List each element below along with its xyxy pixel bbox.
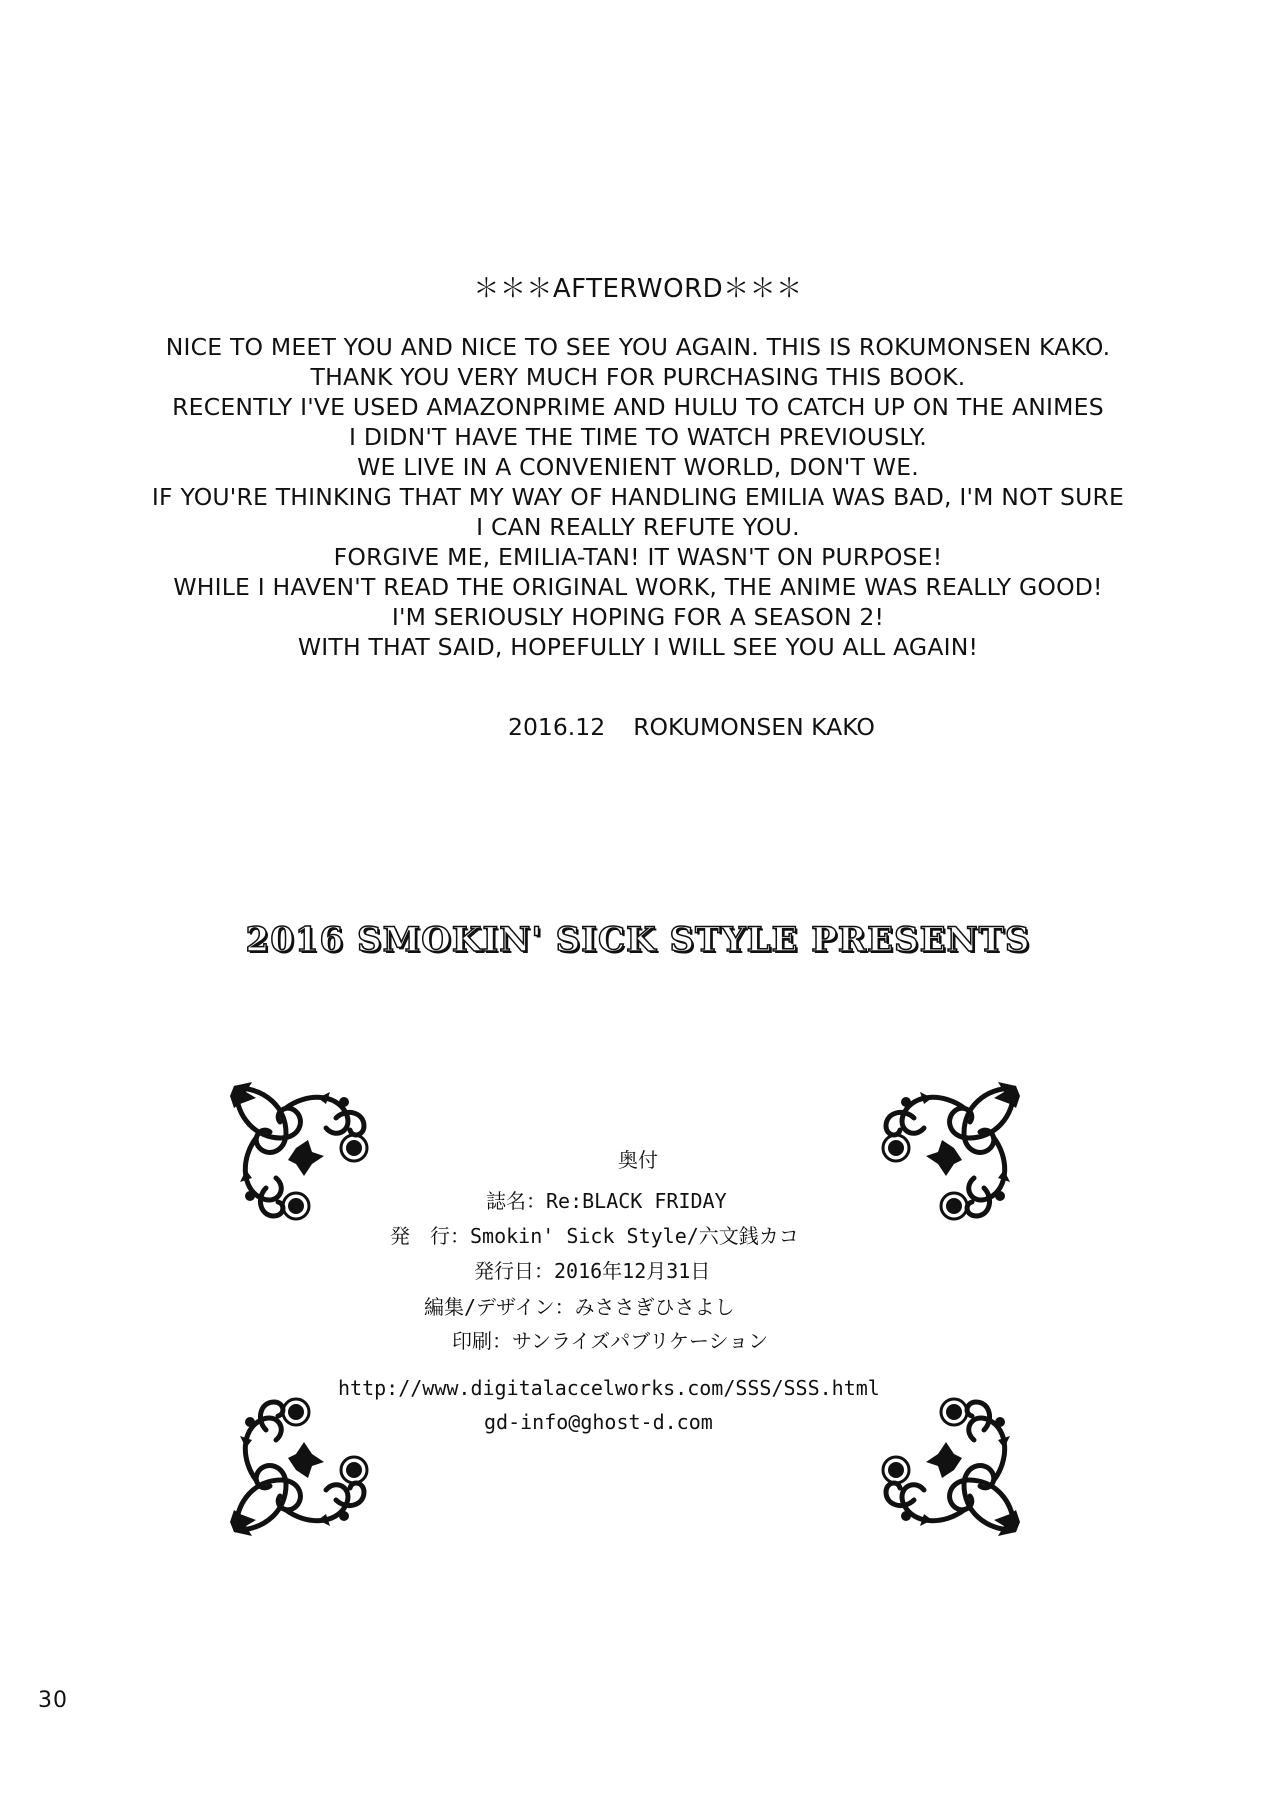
afterword-line: WITH THAT SAID, HOPEFULLY I WILL SEE YOU ALL AGAIN! <box>297 633 979 661</box>
colophon-issue-date: 発行日：2016年12月31日 <box>474 1259 711 1283</box>
page-number: 30 <box>38 1688 68 1713</box>
flourish-icon <box>874 1390 1024 1540</box>
corner-ornament-bottom-left <box>226 1390 376 1540</box>
colophon-printer: 印刷：サンライズパブリケーション <box>452 1329 769 1353</box>
colophon-publisher: 発 行：Smokin' Sick Style/六文銭カコ <box>390 1224 799 1248</box>
afterword-line: NICE TO MEET YOU AND NICE TO SEE YOU AGAIN. THIS IS ROKUMONSEN KAKO. <box>165 333 1111 361</box>
afterword-line: WHILE I HAVEN'T READ THE ORIGINAL WORK, THE ANIME WAS REALLY GOOD! <box>173 573 1103 601</box>
afterword-title: ＊＊＊AFTERWORD＊＊＊ <box>473 274 803 304</box>
afterword-line: IF YOU'RE THINKING THAT MY WAY OF HANDLING EMILIA WAS BAD, I'M NOT SURE <box>151 483 1125 511</box>
afterword-body <box>140 332 1136 662</box>
afterword-line: WE LIVE IN A CONVENIENT WORLD, DON'T WE. <box>357 453 919 481</box>
colophon-heading: 奥付 <box>618 1148 658 1172</box>
signature-name: ROKUMONSEN KAKO <box>633 713 875 741</box>
corner-ornament-bottom-right <box>874 1390 1024 1540</box>
website-url: http://www.digitalaccelworks.com/SSS/SSS.html <box>338 1376 880 1400</box>
afterword-line: I'M SERIOUSLY HOPING FOR A SEASON 2! <box>391 603 885 631</box>
flourish-icon <box>226 1390 376 1540</box>
afterword-line: I CAN REALLY REFUTE YOU. <box>476 513 800 541</box>
afterword-signature <box>508 713 908 741</box>
afterword-line: FORGIVE ME, EMILIA-TAN! IT WASN'T ON PURPOSE! <box>333 543 943 571</box>
afterword-line: I DIDN'T HAVE THE TIME TO WATCH PREVIOUSLY. <box>349 423 927 451</box>
contact-email: gd-info@ghost-d.com <box>484 1410 713 1434</box>
signature-date: 2016.12 <box>508 713 606 741</box>
colophon-title: 誌名：Re:BLACK FRIDAY <box>486 1189 727 1213</box>
colophon-editing-design: 編集/デザイン：みささぎひさよし <box>424 1295 735 1319</box>
afterword-line: THANK YOU VERY MUCH FOR PURCHASING THIS BOOK. <box>310 363 966 391</box>
presents-banner: 2016 SMOKIN' SICK STYLE PRESENTS <box>245 920 1031 960</box>
afterword-line: RECENTLY I'VE USED AMAZONPRIME AND HULU TO CATCH UP ON THE ANIMES <box>172 393 1104 421</box>
